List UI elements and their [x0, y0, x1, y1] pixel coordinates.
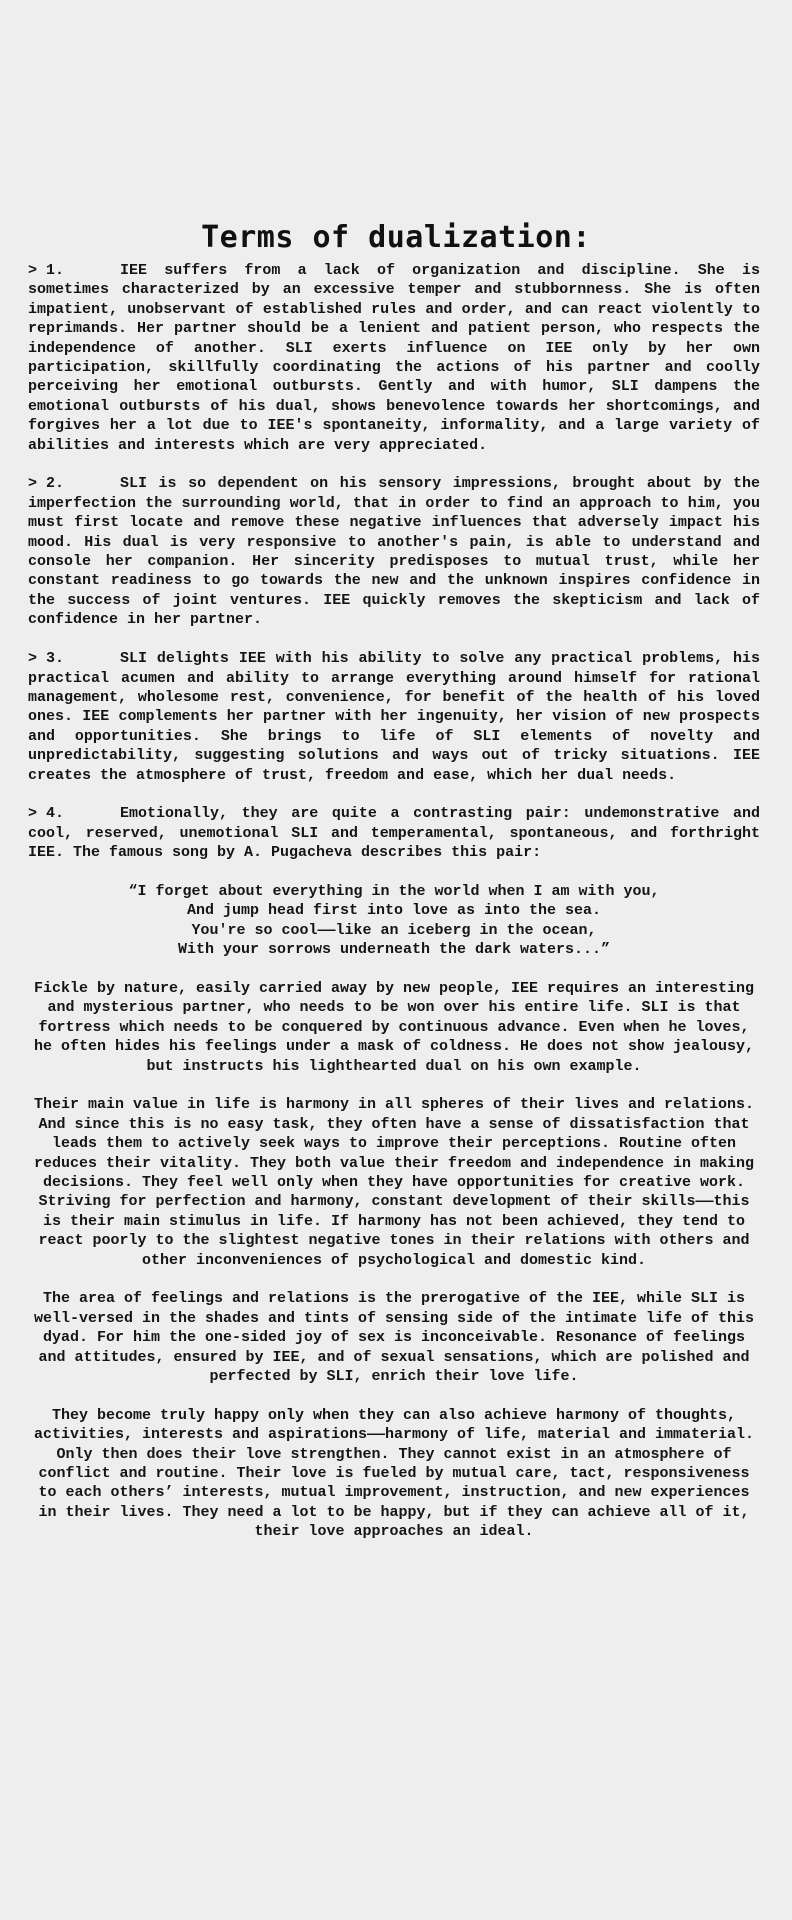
item-marker: > 1.	[28, 262, 65, 279]
term-item-3	[28, 649, 760, 785]
term-item-2	[28, 474, 760, 629]
song-quote: “I forget about everything in the world when I am with you, And jump head first into love as into the sea. You're so cool——like an iceberg in the ocean, With your sorrows underneath the dark waters...”	[128, 882, 660, 959]
page-title: Terms of dualization:	[201, 220, 591, 255]
item-text: SLI delights IEE with his ability to solve any practical problems, his practical acumen and ability to arrange everything around himself for rational management, wholesome rest, convenience, for benefit of the health of his loved ones. IEE complements her partner with her ingenuity, her vision of new prospects and opportunities. She brings to life of SLI elements of novelty and unpredictability, suggesting solutions and ways out of tricky situations. IEE creates the atmosphere of trust, freedom and ease, which her dual needs.	[28, 650, 760, 784]
item-marker: > 3.	[28, 650, 65, 668]
item-marker: > 2.	[28, 475, 65, 493]
term-item-4	[28, 804, 760, 862]
body-paragraph: They become truly happy only when they can also achieve harmony of thoughts, activities, interests and aspirations——harmony of life, material and immaterial. Only then does their love strengthen. They cannot exist in an atmosphere of conflict and routine. Their love is fueled by mutual care, tact, responsiveness to each others’ interests, mutual improvement, instruction, and new experiences in their lives. They need a lot to be happy, but if they can achieve all of it, their love approaches an ideal.	[33, 1406, 755, 1541]
body-paragraph: The area of feelings and relations is the prerogative of the IEE, while SLI is well-versed in the shades and tints of sensing side of the intimate life of this dyad. For him the one-sided joy of sex is inconceivable. Resonance of feelings and attitudes, ensured by IEE, and of sexual sensations, which are polished and perfected by SLI, enrich their love life.	[33, 1290, 755, 1386]
body-paragraph: Fickle by nature, easily carried away by new people, IEE requires an interesting and mysterious partner, who needs to be won over his entire life. SLI is that fortress which needs to be conquered by continuous advance. Even when he loves, he often hides his feelings under a mask of coldness. He does not show jealousy, but instructs his lighthearted dual on his own example.	[33, 979, 755, 1075]
item-text: IEE suffers from a lack of organization and discipline. She is sometimes characterized by an excessive temper and stubbornness. She is often impatient, unobservant of established rules and order, and can react violently to reprimands. Her partner should be a lenient and patient person, who respects the independence of another. SLI exerts influence on IEE only by her own participation, skillfully coordinating the actions of his partner and coolly perceiving her emotional outbursts. Gently and with humor, SLI dampens the emotional outbursts of his dual, shows benevolence towards her shortcomings, and forgives her a lot due to IEE's spontaneity, informality, and a large variety of abilities and interests which are very appreciated.	[28, 262, 760, 454]
item-marker: > 4.	[28, 805, 65, 823]
item-text: SLI is so dependent on his sensory impressions, brought about by the imperfection the surrounding world, that in order to find an approach to him, you must first locate and remove these negative influences that adversely impact his mood. His dual is very responsive to another's pain, is able to understand and console her companion. Her sincerity predisposes to mutual trust, while her constant readiness to go towards the new and the unknown inspires confidence in the success of joint ventures. IEE quickly removes the skepticism and lack of confidence in her partner.	[28, 475, 760, 629]
item-text: Emotionally, they are quite a contrasting pair: undemonstrative and cool, reserved, unemotional SLI and temperamental, spontaneous, and forthright IEE. The famous song by A. Pugacheva describes this pair:	[28, 805, 760, 862]
document-body	[28, 261, 760, 1561]
body-paragraph: Their main value in life is harmony in all spheres of their lives and relations. And since this is no easy task, they often have a sense of dissatisfaction that leads them to actively seek ways to improve their perceptions. Routine often reduces their vitality. They both value their freedom and independence in making decisions. They feel well only when they have opportunities for creative work. Striving for perfection and harmony, constant development of their skills——this is their main stimulus in life. If harmony has not been achieved, they tend to react poorly to the slightest negative tones in their relations with others and other inconveniences of psychological and domestic kind.	[33, 1096, 755, 1269]
term-item-1	[28, 261, 760, 455]
